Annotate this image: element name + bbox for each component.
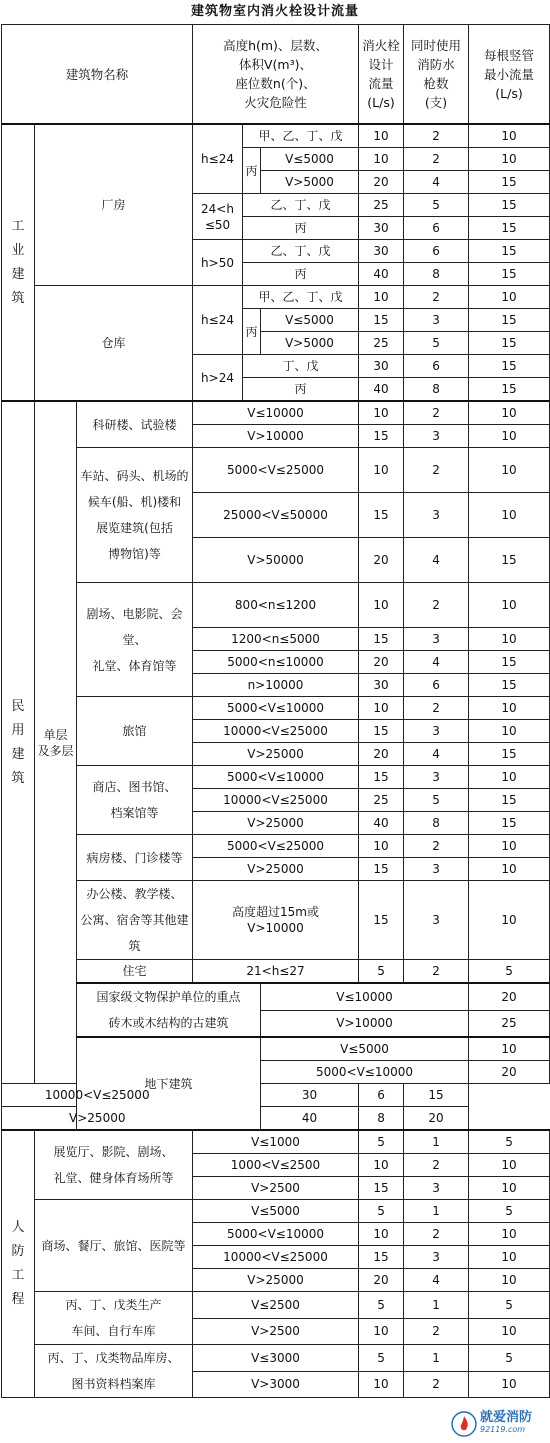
pipe-cell: 15: [469, 240, 550, 263]
condition-cell: 丁、戊: [243, 355, 359, 378]
flow-cell: 15: [359, 425, 404, 448]
pipe-cell: 15: [469, 355, 550, 378]
flow-cell: 10: [359, 286, 404, 309]
building-residential: 住宅: [77, 960, 193, 984]
building-theater: 剧场、电影院、会堂、 礼堂、体育馆等: [77, 583, 193, 697]
guns-cell: 2: [404, 1371, 469, 1398]
flow-cell: 30: [261, 1084, 359, 1107]
flow-cell: 20: [359, 538, 404, 583]
guns-cell: 4: [404, 171, 469, 194]
condition-cell: V≤10000: [261, 983, 469, 1010]
flow-cell: 15: [359, 493, 404, 538]
pipe-cell: 10: [469, 881, 550, 960]
flow-cell: 25: [359, 332, 404, 355]
condition-cell: V>25000: [193, 858, 359, 881]
flow-cell: 40: [261, 1107, 359, 1131]
flow-cell: 5: [359, 1200, 404, 1223]
condition-cell: 10000<V≤25000: [193, 789, 359, 812]
condition-cell: V>10000: [193, 425, 359, 448]
flow-cell: 25: [359, 789, 404, 812]
table-row: [2, 583, 550, 628]
pipe-cell: 10: [469, 1269, 550, 1292]
table-row: [2, 401, 550, 425]
flow-cell: 25: [359, 194, 404, 217]
flow-cell: 40: [359, 378, 404, 402]
flow-cell: 5: [359, 1130, 404, 1154]
flow-cell: 30: [359, 355, 404, 378]
condition-cell: 高度超过15m或 V>10000: [193, 881, 359, 960]
guns-cell: 1: [404, 1130, 469, 1154]
category-industrial: 工 业 建 筑: [2, 124, 35, 401]
pipe-cell: 15: [469, 651, 550, 674]
condition-cell: V≤5000: [193, 1200, 359, 1223]
building-store-library: 商店、图书馆、 档案馆等: [77, 766, 193, 835]
guns-cell: 2: [404, 401, 469, 425]
fire-hydrant-flow-table: [1, 24, 550, 1398]
pipe-cell: 10: [469, 286, 550, 309]
guns-cell: 6: [404, 217, 469, 240]
flow-cell: 10: [359, 1154, 404, 1177]
header-building-name: 建筑物名称: [2, 25, 193, 125]
condition-cell: 乙、丁、戊: [243, 240, 359, 263]
condition-cell: V>25000: [193, 743, 359, 766]
condition-cell: 10000<V≤25000: [2, 1084, 193, 1107]
guns-cell: 6: [404, 355, 469, 378]
flow-cell: 15: [359, 1246, 404, 1269]
table-row: [2, 960, 550, 984]
flow-cell: 15: [359, 720, 404, 743]
pipe-cell: 10: [469, 720, 550, 743]
pipe-cell: 5: [469, 1200, 550, 1223]
condition-cell: V>10000: [261, 1010, 469, 1037]
table-row: [2, 124, 550, 148]
flow-cell: 10: [359, 1223, 404, 1246]
guns-cell: 2: [404, 124, 469, 148]
height-condition: h>50: [193, 240, 243, 286]
building-transport-exhibition: 车站、码头、机场的 候车(船、机)楼和 展览建筑(包括 博物馆)等: [77, 448, 193, 583]
condition-cell: 丙: [243, 217, 359, 240]
building-office: 办公楼、教学楼、 公寓、宿舍等其他建筑: [77, 881, 193, 960]
condition-cell: 乙、丁、戊: [243, 194, 359, 217]
hazard-bing: 丙: [243, 309, 261, 355]
guns-cell: 2: [404, 583, 469, 628]
condition-cell: V≤10000: [193, 401, 359, 425]
guns-cell: 3: [404, 628, 469, 651]
guns-cell: 4: [404, 651, 469, 674]
flow-cell: 15: [359, 858, 404, 881]
watermark-logo: [451, 1409, 546, 1439]
flow-cell: 25: [469, 1010, 550, 1037]
guns-cell: 5: [404, 194, 469, 217]
pipe-cell: 10: [469, 401, 550, 425]
flow-cell: 5: [359, 1292, 404, 1319]
pipe-cell: 15: [469, 309, 550, 332]
condition-cell: 5000<V≤10000: [193, 697, 359, 720]
building-underground: 地下建筑: [77, 1037, 261, 1130]
flow-cell: 10: [359, 124, 404, 148]
guns-cell: 8: [404, 812, 469, 835]
guns-cell: 3: [404, 720, 469, 743]
pipe-cell: 15: [469, 194, 550, 217]
flow-cell: 40: [359, 812, 404, 835]
pipe-cell: 15: [469, 263, 550, 286]
pipe-cell: 10: [469, 124, 550, 148]
logo-site-text: 92119.com: [480, 1425, 526, 1434]
flow-cell: 30: [359, 674, 404, 697]
guns-cell: 2: [404, 960, 469, 984]
table-row: [2, 1130, 550, 1154]
table-row: [2, 1345, 550, 1372]
guns-cell: 4: [404, 538, 469, 583]
table-row: [2, 448, 550, 493]
height-condition: 24<h ≤50: [193, 194, 243, 240]
condition-cell: 甲、乙、丁、戊: [243, 124, 359, 148]
flow-cell: 10: [359, 448, 404, 493]
flow-cell: 15: [359, 766, 404, 789]
flow-cell: 10: [359, 835, 404, 858]
flow-cell: 20: [359, 651, 404, 674]
pipe-cell: 15: [469, 378, 550, 402]
pipe-cell: 10: [469, 1154, 550, 1177]
header-min-riser-flow: 每根竖管 最小流量 (L/s): [469, 25, 550, 125]
guns-cell: 4: [404, 1269, 469, 1292]
guns-cell: 3: [404, 1246, 469, 1269]
condition-cell: 1000<V≤2500: [193, 1154, 359, 1177]
pipe-cell: 10: [469, 835, 550, 858]
condition-cell: V≤5000: [261, 309, 359, 332]
condition-cell: 10000<V≤25000: [193, 720, 359, 743]
guns-cell: 1: [404, 1345, 469, 1372]
pipe-cell: 20: [404, 1107, 469, 1131]
flow-cell: 20: [359, 171, 404, 194]
flow-cell: 30: [359, 240, 404, 263]
flow-cell: 30: [359, 217, 404, 240]
building-heritage: 国家级文物保护单位的重点 砖木或木结构的古建筑: [77, 983, 261, 1037]
hazard-bing: 丙: [243, 148, 261, 194]
guns-cell: 6: [359, 1084, 404, 1107]
guns-cell: 8: [404, 263, 469, 286]
flow-cell: 10: [359, 697, 404, 720]
pipe-cell: 10: [469, 425, 550, 448]
header-nozzle-count: 同时使用 消防水 枪数 (支): [404, 25, 469, 125]
flow-cell: 15: [359, 309, 404, 332]
header-parameters: 高度h(m)、层数、 体积V(m³)、 座位数n(个)、 火灾危险性: [193, 25, 359, 125]
condition-cell: 甲、乙、丁、戊: [243, 286, 359, 309]
pipe-cell: 5: [469, 960, 550, 984]
condition-cell: V>2500: [193, 1318, 359, 1345]
table-row: [2, 1200, 550, 1223]
building-exhibition-hall: 展览厅、影院、剧场、 礼堂、健身体育场所等: [35, 1130, 193, 1200]
table-row: [2, 286, 550, 309]
building-workshop-garage: 丙、丁、戊类生产 车间、自行车库: [35, 1292, 193, 1345]
flow-cell: 10: [359, 401, 404, 425]
flow-cell: 40: [359, 263, 404, 286]
pipe-cell: 10: [469, 1371, 550, 1398]
flow-cell: 10: [469, 1037, 550, 1061]
guns-cell: 2: [404, 1154, 469, 1177]
pipe-cell: 15: [469, 217, 550, 240]
pipe-cell: 15: [469, 171, 550, 194]
guns-cell: 3: [404, 881, 469, 960]
pipe-cell: 15: [404, 1084, 469, 1107]
category-civil: 民 用 建 筑: [2, 401, 35, 1084]
building-research: 科研楼、试验楼: [77, 401, 193, 448]
condition-cell: V≤5000: [261, 148, 359, 171]
condition-cell: V>5000: [261, 332, 359, 355]
pipe-cell: 15: [469, 812, 550, 835]
guns-cell: 5: [404, 789, 469, 812]
pipe-cell: 15: [469, 743, 550, 766]
flow-cell: 10: [359, 583, 404, 628]
table-row: [2, 697, 550, 720]
guns-cell: 1: [404, 1200, 469, 1223]
condition-cell: 800<n≤1200: [193, 583, 359, 628]
condition-cell: n>10000: [193, 674, 359, 697]
guns-cell: 3: [404, 425, 469, 448]
category-civil-defense: 人 防 工 程: [2, 1130, 35, 1398]
condition-cell: 丙: [243, 378, 359, 402]
pipe-cell: 10: [469, 1318, 550, 1345]
condition-cell: V>5000: [261, 171, 359, 194]
pipe-cell: 10: [469, 493, 550, 538]
pipe-cell: 10: [469, 1177, 550, 1200]
condition-cell: 5000<V≤10000: [193, 1223, 359, 1246]
condition-cell: 5000<V≤25000: [193, 448, 359, 493]
building-mall: 商场、餐厅、旅馆、医院等: [35, 1200, 193, 1292]
flow-cell: 5: [359, 960, 404, 984]
pipe-cell: 10: [469, 766, 550, 789]
flow-cell: 5: [359, 1345, 404, 1372]
guns-cell: 1: [404, 1292, 469, 1319]
guns-cell: 3: [404, 493, 469, 538]
flow-cell: 15: [359, 881, 404, 960]
guns-cell: 2: [404, 1223, 469, 1246]
condition-cell: 5000<V≤10000: [193, 766, 359, 789]
guns-cell: 3: [404, 309, 469, 332]
table-row: [2, 983, 550, 1010]
condition-cell: V>25000: [193, 812, 359, 835]
table-row: [2, 1107, 550, 1131]
guns-cell: 6: [404, 240, 469, 263]
header-design-flow: 消火栓 设计 流量 (L/s): [359, 25, 404, 125]
pipe-cell: 10: [469, 583, 550, 628]
guns-cell: 6: [404, 674, 469, 697]
condition-cell: 5000<n≤10000: [193, 651, 359, 674]
pipe-cell: 15: [469, 332, 550, 355]
flow-cell: 20: [359, 1269, 404, 1292]
header-row: [2, 25, 550, 125]
condition-cell: V>25000: [2, 1107, 193, 1131]
building-storage-archive: 丙、丁、戊类物品库房、 图书资料档案库: [35, 1345, 193, 1398]
pipe-cell: 5: [469, 1130, 550, 1154]
guns-cell: 3: [404, 1177, 469, 1200]
condition-cell: 10000<V≤25000: [193, 1246, 359, 1269]
logo-chinese-text: 就爱消防: [480, 1410, 533, 1425]
condition-cell: 5000<V≤25000: [193, 835, 359, 858]
flow-cell: 20: [359, 743, 404, 766]
condition-cell: V>25000: [193, 1269, 359, 1292]
table-row: [2, 881, 550, 960]
table-row: [2, 1084, 550, 1107]
condition-cell: 5000<V≤10000: [261, 1061, 469, 1084]
height-condition: h≤24: [193, 286, 243, 355]
pipe-cell: 10: [469, 858, 550, 881]
pipe-cell: 5: [469, 1345, 550, 1372]
condition-cell: 1200<n≤5000: [193, 628, 359, 651]
condition-cell: 25000<V≤50000: [193, 493, 359, 538]
flow-cell: 10: [359, 148, 404, 171]
pipe-cell: 10: [469, 148, 550, 171]
flow-cell: 20: [469, 983, 550, 1010]
pipe-cell: 5: [469, 1292, 550, 1319]
guns-cell: 3: [404, 766, 469, 789]
condition-cell: V>3000: [193, 1371, 359, 1398]
condition-cell: 丙: [243, 263, 359, 286]
table-row: [2, 1037, 550, 1061]
condition-cell: V≤3000: [193, 1345, 359, 1372]
pipe-cell: 15: [469, 789, 550, 812]
guns-cell: 2: [404, 697, 469, 720]
flow-cell: 10: [359, 1318, 404, 1345]
height-condition: h≤24: [193, 124, 243, 194]
guns-cell: 5: [404, 332, 469, 355]
table-row: [2, 1292, 550, 1319]
pipe-cell: 10: [469, 697, 550, 720]
guns-cell: 3: [404, 858, 469, 881]
guns-cell: 2: [404, 448, 469, 493]
condition-cell: V>2500: [193, 1177, 359, 1200]
table-row: [2, 766, 550, 789]
building-factory: 厂房: [35, 124, 193, 286]
building-warehouse: 仓库: [35, 286, 193, 402]
flow-cell: 15: [359, 1177, 404, 1200]
flow-cell: 10: [359, 1371, 404, 1398]
condition-cell: V≤2500: [193, 1292, 359, 1319]
height-condition: h>24: [193, 355, 243, 402]
condition-cell: V>50000: [193, 538, 359, 583]
civil-sub-single-multi: 单层 及多层: [35, 401, 77, 1084]
flame-logo-icon: [451, 1411, 477, 1437]
condition-cell: V≤5000: [261, 1037, 469, 1061]
building-hospital: 病房楼、门诊楼等: [77, 835, 193, 881]
pipe-cell: 15: [469, 674, 550, 697]
pipe-cell: 10: [469, 1223, 550, 1246]
table-row: [2, 835, 550, 858]
condition-cell: V≤1000: [193, 1130, 359, 1154]
building-hotel: 旅馆: [77, 697, 193, 766]
flow-cell: 15: [359, 628, 404, 651]
guns-cell: 2: [404, 1318, 469, 1345]
guns-cell: 2: [404, 286, 469, 309]
guns-cell: 8: [359, 1107, 404, 1131]
page-title: 建筑物室内消火栓设计流量: [190, 4, 359, 19]
pipe-cell: 10: [469, 1246, 550, 1269]
guns-cell: 8: [404, 378, 469, 402]
guns-cell: 2: [404, 148, 469, 171]
flow-cell: 20: [469, 1061, 550, 1084]
guns-cell: 4: [404, 743, 469, 766]
pipe-cell: 10: [469, 628, 550, 651]
condition-cell: 21<h≤27: [193, 960, 359, 984]
guns-cell: 2: [404, 835, 469, 858]
pipe-cell: 15: [469, 538, 550, 583]
pipe-cell: 10: [469, 448, 550, 493]
